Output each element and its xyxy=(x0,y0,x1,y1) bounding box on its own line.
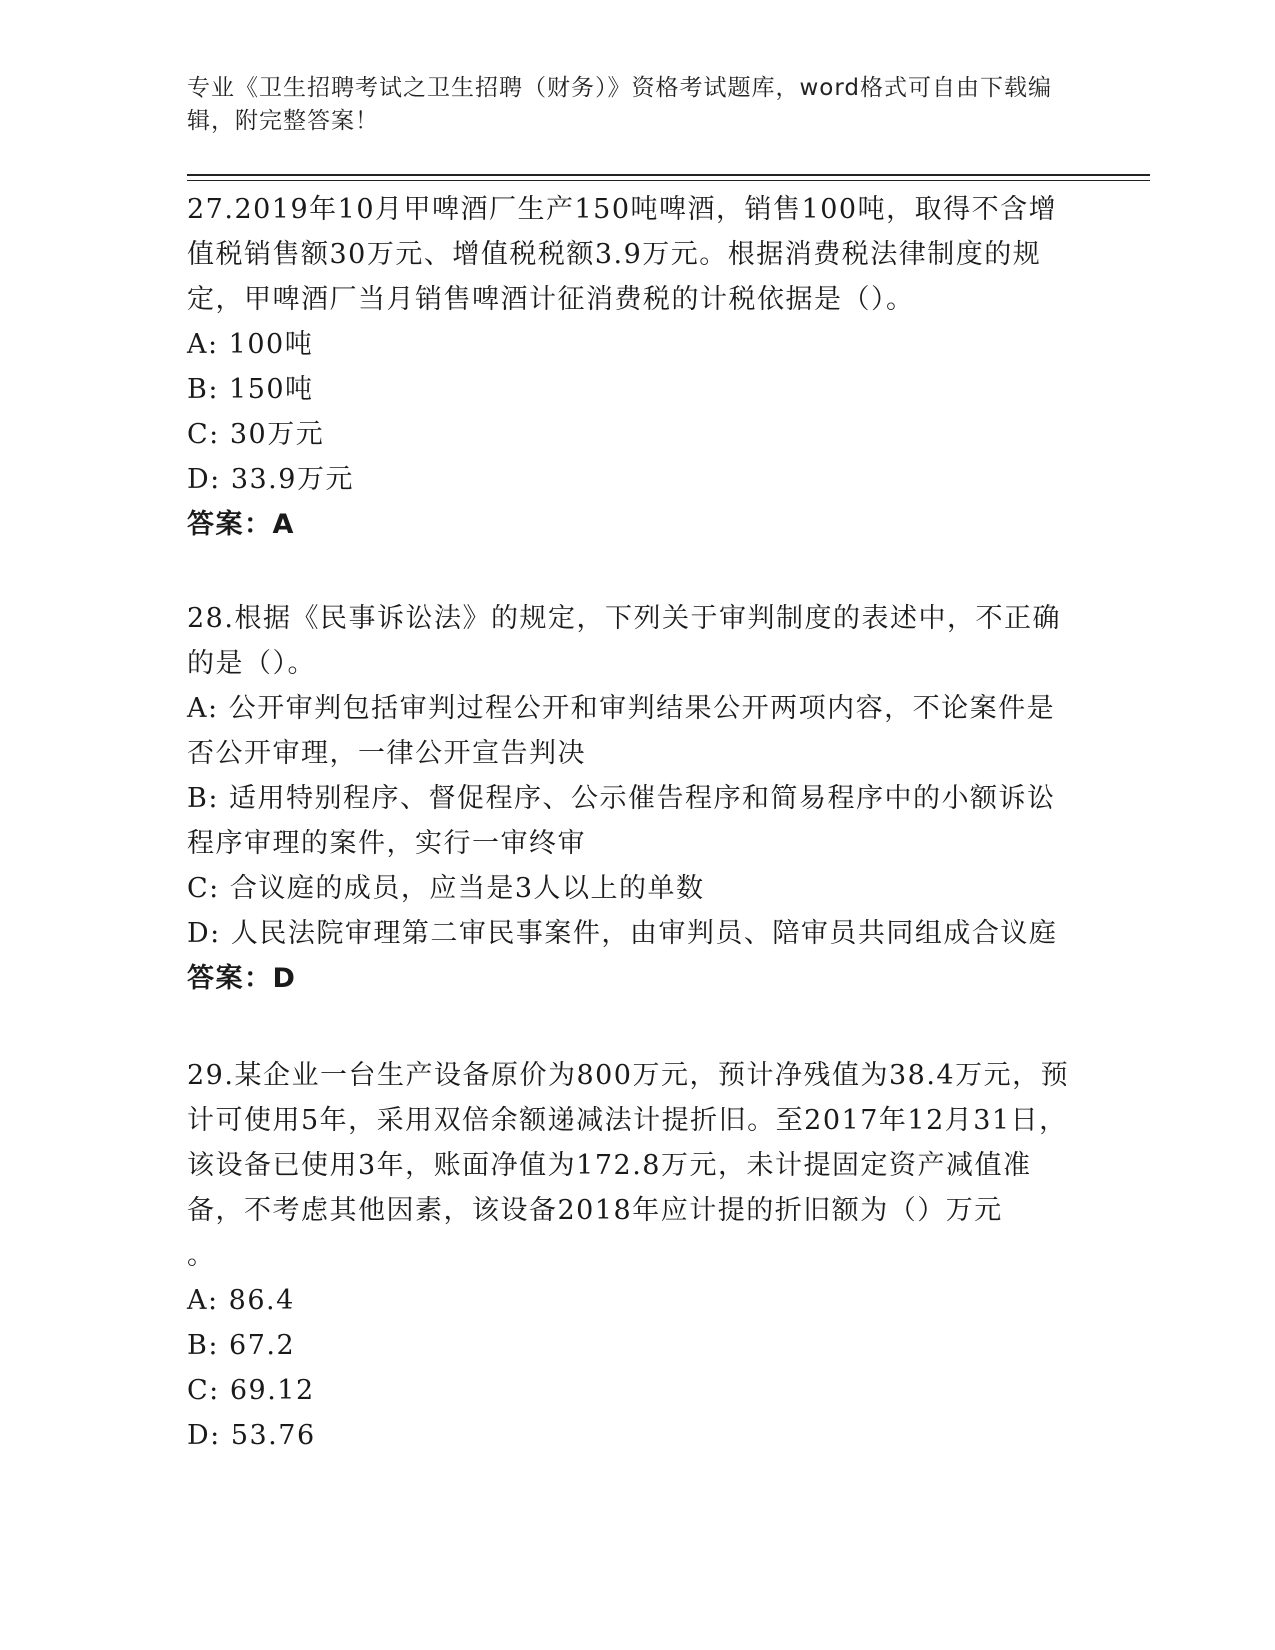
option-b: B: 适用特别程序、督促程序、公示催告程序和简易程序中的小额诉讼程序审理的案件，实行一审终审 xyxy=(187,783,1056,859)
option-b: B: 150吨 xyxy=(187,374,314,405)
option-d: D: 53.76 xyxy=(187,1420,316,1451)
option-a: A: 公开审判包括审判过程公开和审判结果公开两项内容，不论案件是否公开审理，一律公开宣告判决 xyxy=(187,693,1056,769)
answer: 答案：D xyxy=(187,963,297,994)
option-b: B: 67.2 xyxy=(187,1330,296,1361)
question-stem: 29.某企业一台生产设备原价为800万元，预计净残值为38.4万元，预计可使用5年，采用双倍余额递减法计提折旧。至2017年12月31日，该设备已使用3年，账面净值为172.8万元，未计提固定资产减值准备，不考虑其他因素，该设备2018年应计提的折旧额为（）万元 xyxy=(187,1060,1070,1226)
option-d: D: 33.9万元 xyxy=(187,464,354,495)
question-28 xyxy=(187,596,1072,1001)
divider-line-thin xyxy=(187,180,1150,181)
option-d: D: 人民法院审理第二审民事案件，由审判员、陪审员共同组成合议庭 xyxy=(187,918,1058,949)
question-stem-tail: 。 xyxy=(187,1240,216,1271)
option-c: C: 合议庭的成员，应当是3人以上的单数 xyxy=(187,873,705,904)
answer: 答案：A xyxy=(187,509,295,540)
intro-text: 专业《卫生招聘考试之卫生招聘（财务）》资格考试题库，word格式可自由下载编辑，附完整答案！ xyxy=(187,75,1053,134)
question-29 xyxy=(187,1053,1072,1458)
option-a: A: 86.4 xyxy=(187,1285,295,1316)
divider-line xyxy=(187,174,1150,176)
question-stem: 28.根据《民事诉讼法》的规定，下列关于审判制度的表述中，不正确的是（）。 xyxy=(187,603,1061,679)
option-a: A: 100吨 xyxy=(187,329,314,360)
option-c: C: 69.12 xyxy=(187,1375,315,1406)
question-stem: 27.2019年10月甲啤酒厂生产150吨啤酒，销售100吨，取得不含增值税销售额30万元、增值税税额3.9万元。根据消费税法律制度的规定，甲啤酒厂当月销售啤酒计征消费税的计税依据是（）。 xyxy=(187,194,1058,315)
question-27 xyxy=(187,187,1072,547)
option-c: C: 30万元 xyxy=(187,419,325,450)
